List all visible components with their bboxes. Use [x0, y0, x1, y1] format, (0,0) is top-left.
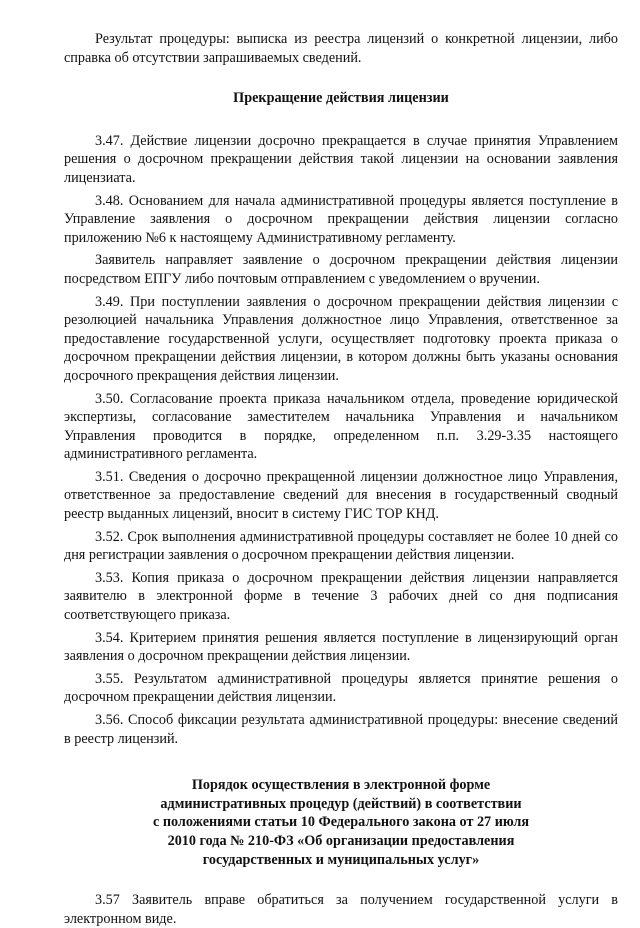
- paragraph-3-49: 3.49. При поступлении заявления о досрочном прекращении действия лицензии с резолюцией начальника Управления должностное лицо Управления, ответственное за предоставление государственной услуги, осуществляет подготовку проекта приказа о досрочном прекращении действия лицензии, в котором должны быть указаны основания досрочного прекращения действия лицензии.: [64, 293, 618, 384]
- heading-line: государственных и муниципальных услуг»: [202, 851, 480, 868]
- heading-line: с положениями статьи 10 Федерального закона от 27 июля: [152, 814, 529, 831]
- heading-line: административных процедур (действий) в соответствии: [160, 795, 522, 812]
- intro-paragraph: Результат процедуры: выписка из реестра лицензий о конкретной лицензии, либо справка об отсутствии запрашиваемых сведений.: [64, 31, 618, 66]
- section-heading-electronic: [64, 776, 618, 869]
- paragraph-3-53: 3.53. Копия приказа о досрочном прекращении действия лицензии направляется заявителю в электронной форме в течение 3 рабочих дней со дня подписания соответствующего приказа.: [64, 569, 618, 624]
- paragraph-3-54: 3.54. Критерием принятия решения является поступление в лицензирующий орган заявления о досрочном прекращении действия лицензии.: [64, 629, 618, 665]
- heading-line: 2010 года № 210-ФЗ «Об организации предоставления: [167, 832, 515, 849]
- paragraph-3-52: 3.52. Срок выполнения административной процедуры составляет не более 10 дней со дня регистрации заявления о досрочном прекращении действия лицензии.: [64, 528, 618, 564]
- section-heading-termination: Прекращение действия лицензии: [233, 90, 449, 107]
- paragraph-3-57: 3.57 Заявитель вправе обратиться за получением государственной услуги в электронном виде.: [64, 892, 618, 927]
- termination-body: [64, 132, 618, 748]
- document-page: [64, 30, 618, 928]
- paragraph-applicant: Заявитель направляет заявление о досрочном прекращении действия лицензии посредством ЕПГУ либо почтовым отправлением с уведомлением о вручении.: [64, 252, 618, 287]
- paragraph-3-56: 3.56. Способ фиксации результата административной процедуры: внесение сведений в реестр лицензий.: [64, 712, 618, 747]
- paragraph-3-55: 3.55. Результатом административной процедуры является принятие решения о досрочном прекращении действия лицензии.: [64, 670, 618, 706]
- paragraph-3-50: 3.50. Согласование проекта приказа начальником отдела, проведение юридической экспертизы, согласование заместителем начальника Управления и начальником Управления проводится в порядке, определенном п.п. 3.29-3.35 настоящего административного регламента.: [64, 390, 618, 463]
- paragraph-3-47: 3.47. Действие лицензии досрочно прекращается в случае принятия Управлением решения о досрочном прекращении действия такой лицензии на основании заявления лицензиата.: [64, 132, 618, 186]
- paragraph-3-48: 3.48. Основанием для начала административной процедуры является поступление в Управление заявления о досрочном прекращении действия лицензии согласно приложению №6 к настоящему Административному регламенту.: [64, 192, 618, 246]
- heading-line: Порядок осуществления в электронной форме: [191, 777, 491, 794]
- paragraph-3-51: 3.51. Сведения о досрочно прекращенной лицензии должностное лицо Управления, ответственное за предоставление сведений для внесения в государственный сводный реестр выданных лицензий, вносит в систему ГИС ТОР КНД.: [64, 468, 618, 523]
